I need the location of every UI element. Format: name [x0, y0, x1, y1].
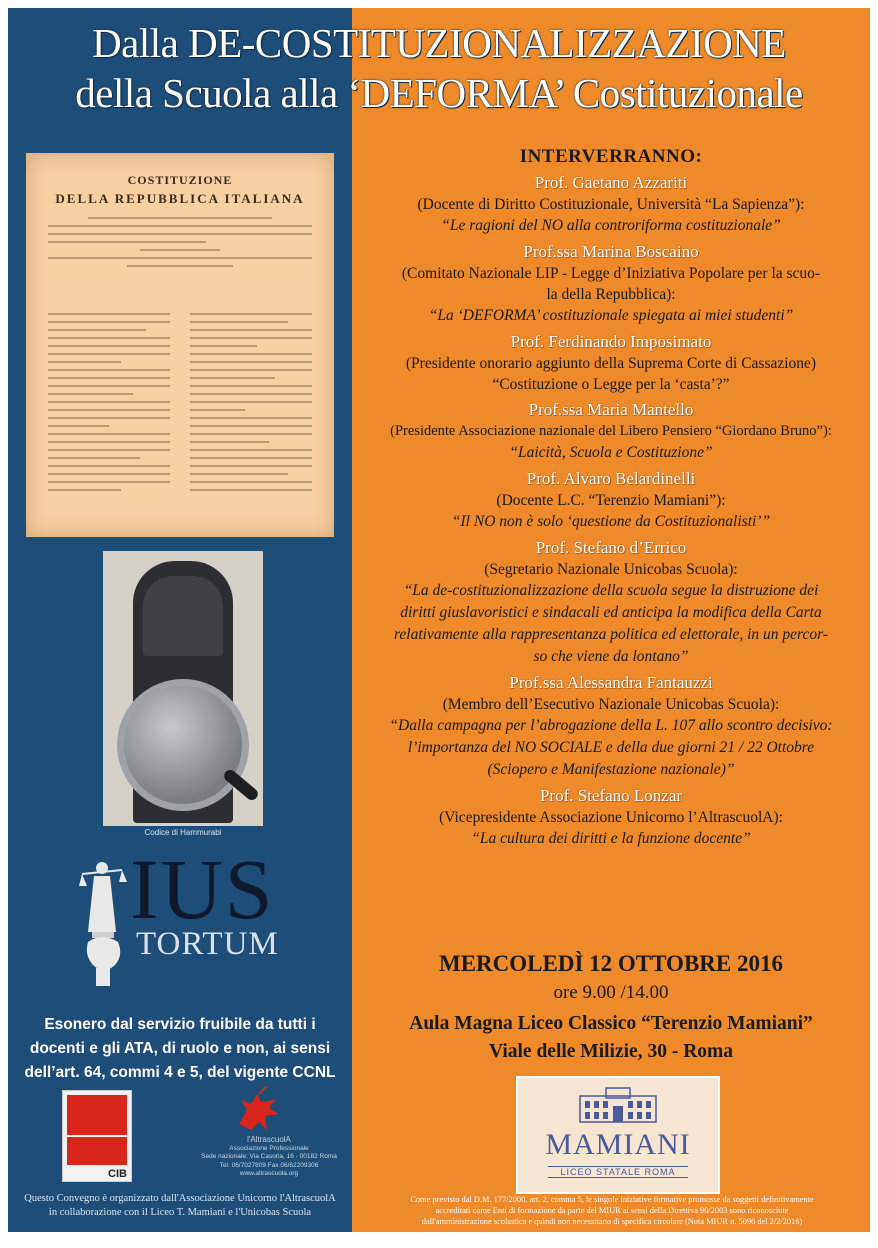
speaker-name: Prof. Stefano d’Errico [535, 538, 687, 557]
exemption-line-1: Esonero dal servizio fruibile da tutti i [44, 1016, 316, 1033]
speaker-talk-title: “Le ragioni del NO alla controriforma costituzionale” [441, 217, 781, 234]
speaker-talk-title: so che viene da lontano” [533, 648, 689, 665]
speaker-mantello [352, 399, 870, 464]
magnifying-glass-icon [117, 679, 249, 811]
altrascuola-contacts: Tel. 06/7027809 Fax 06/62209306 [219, 1161, 319, 1169]
constitution-document-image [26, 153, 334, 537]
speaker-boscaino [352, 241, 870, 327]
speaker-role: (Vicepresidente Associazione Unicorno l’AltrascuolA): [439, 809, 783, 826]
mamiani-school-logo [516, 1076, 720, 1194]
speakers-section [352, 146, 870, 850]
mamiani-logo-subtitle: LICEO STATALE ROMA [548, 1166, 688, 1178]
organizer-line-1: Questo Convegno è organizzato dall'Associazione Unicorno l'AltrascuolA [24, 1193, 336, 1204]
unicobas-cib-logo [62, 1090, 132, 1182]
speaker-azzariti [352, 172, 870, 237]
speaker-talk-title: “Laicità, Scuola e Costituzione” [509, 444, 713, 461]
speaker-role: (Presidente Associazione nazionale del Libero Pensiero “Giordano Bruno”): [390, 423, 832, 439]
speaker-derrico [352, 537, 870, 668]
mamiani-logo-name: MAMIANI [545, 1128, 691, 1161]
speaker-name: Prof.ssa Alessandra Fantauzzi [509, 673, 713, 692]
speaker-talk-title: (Sciopero e Manifestazione nazionale)” [487, 761, 735, 778]
speaker-talk-title: “Dalla campagna per l’abrogazione della L. 107 allo scontro decisivo: [389, 717, 833, 734]
poster-title [8, 18, 870, 118]
unicorn-logo-icon [233, 1086, 293, 1130]
title-line-1: Dalla DE-COSTITUZIONALIZZAZIONE [92, 20, 786, 66]
event-venue [352, 1010, 870, 1066]
stele-relief [143, 576, 223, 656]
exemption-notice [14, 1013, 346, 1085]
ius-logo-text: IUS [130, 841, 275, 937]
speaker-name: Prof. Ferdinando Imposimato [510, 332, 712, 351]
speaker-role: (Membro dell’Esecutivo Nazionale Unicobas Scuola): [442, 696, 780, 713]
speaker-name: Prof. Stefano Lonzar [539, 786, 683, 805]
venue-name: Aula Magna Liceo Classico “Terenzio Mamiani” [409, 1013, 813, 1034]
speaker-talk-title: “La ‘DEFORMA’ costituzionale spiegata ai miei studenti” [428, 307, 794, 324]
document-intro-text [48, 217, 312, 273]
speaker-role: (Comitato Nazionale LIP - Legge d’Iniziativa Popolare per la scuo- [401, 265, 821, 282]
poster [8, 8, 870, 1232]
altrascuola-sub: Associazione Professionale [229, 1144, 309, 1152]
altrascuola-web: www.altrascuola.org [239, 1170, 299, 1177]
speaker-talk-title: l’importanza del NO SOCIALE e della due giorni 21 / 22 Ottobre [407, 739, 815, 756]
speaker-role: (Docente L.C. “Terenzio Mamiani”): [496, 492, 726, 509]
document-column-left [48, 313, 170, 497]
altrascuola-name: l'AltrascuolA [247, 1135, 291, 1144]
venue-address: Viale delle Milizie, 30 - Roma [488, 1041, 734, 1062]
speaker-fantauzzi [352, 672, 870, 781]
document-column-right [190, 313, 312, 497]
hammurabi-stele-image [103, 551, 263, 826]
accreditation-footnote [358, 1194, 866, 1227]
exemption-line-2: docenti e gli ATA, di ruolo e non, ai sensi [29, 1040, 331, 1057]
speaker-name: Prof.ssa Marina Boscaino [523, 242, 699, 261]
organizer-line-2: in collaborazione con il Liceo T. Mamiani e l'Unicobas Scuola [48, 1207, 312, 1218]
cib-label: CIB [108, 1168, 127, 1180]
school-building-icon [576, 1086, 660, 1124]
speaker-role: (Presidente onorario aggiunto della Suprema Corte di Cassazione) [405, 355, 817, 372]
speaker-imposimato [352, 331, 870, 395]
speaker-role: (Docente di Diritto Costituzionale, Università “La Sapienza”): [417, 196, 805, 213]
title-line-2: della Scuola alla ‘DEFORMA’ Costituzionale [75, 70, 803, 116]
event-time: ore 9.00 /14.00 [553, 982, 669, 1003]
stele-caption: Codice di Hammurabi [144, 828, 222, 837]
footnote-line-1: Come previsto dal D.M. 177/2000, art. 2, comma 5, le singole iniziative formative promosse da soggetti definitivamente [410, 1195, 814, 1204]
speakers-heading: INTERVERRANNO: [519, 146, 703, 167]
cib-logo-band [67, 1137, 127, 1165]
exemption-line-3: dell’art. 64, commi 4 e 5, del vigente CCNL [24, 1064, 336, 1081]
constitution-subheading: DELLA REPUBBLICA ITALIANA [55, 191, 305, 206]
speaker-talk-title: “La cultura dei diritti e la funzione docente” [471, 830, 751, 847]
tortum-logo-text: TORTUM [136, 926, 279, 962]
speaker-talk-title: “La de-costituzionalizzazione della scuola segue la distruzione dei [403, 582, 819, 599]
organizer-note [12, 1192, 348, 1220]
speaker-belardinelli [352, 468, 870, 533]
justice-statue-icon [78, 858, 128, 990]
speaker-talk-title: “Il NO non è solo ‘questione da Costituzionalisti’” [451, 513, 771, 530]
speaker-lonzar [352, 785, 870, 850]
speaker-role: (Segretario Nazionale Unicobas Scuola): [484, 561, 738, 578]
speaker-talk-title: diritti giuslavoristici e sindacali ed anticipa la modifica della Carta [400, 604, 822, 621]
speaker-name: Prof. Alvaro Belardinelli [526, 469, 696, 488]
event-date: MERCOLEDÌ 12 OTTOBRE 2016 [439, 951, 783, 976]
footnote-line-3: dall'amministrazione scolastica e quindi non necessitano di specifica circolare (Nota MIUR n. 5096 del 2/2/2016) [421, 1217, 803, 1226]
speaker-talk-title: “Costituzione o Legge per la ‘casta’?” [492, 376, 730, 393]
speaker-role: la della Repubblica): [546, 286, 676, 303]
speaker-name: Prof.ssa Maria Mantello [528, 400, 694, 419]
constitution-heading: COSTITUZIONE [127, 173, 233, 187]
footnote-line-2: accreditati come Enti di formazione da parte del MIUR ai sensi della Direttiva 90/2003 sono riconosciute [435, 1206, 789, 1215]
cib-logo-emblem [67, 1095, 127, 1135]
speaker-name: Prof. Gaetano Azzariti [534, 173, 688, 192]
speaker-talk-title: relativamente alla rappresentanza politica ed elettorale, in un percor- [393, 626, 829, 643]
altrascuola-address: Sede nazionale: Via Casoria, 16 - 00182 Roma [201, 1153, 337, 1160]
altrascuola-info [194, 1136, 344, 1179]
